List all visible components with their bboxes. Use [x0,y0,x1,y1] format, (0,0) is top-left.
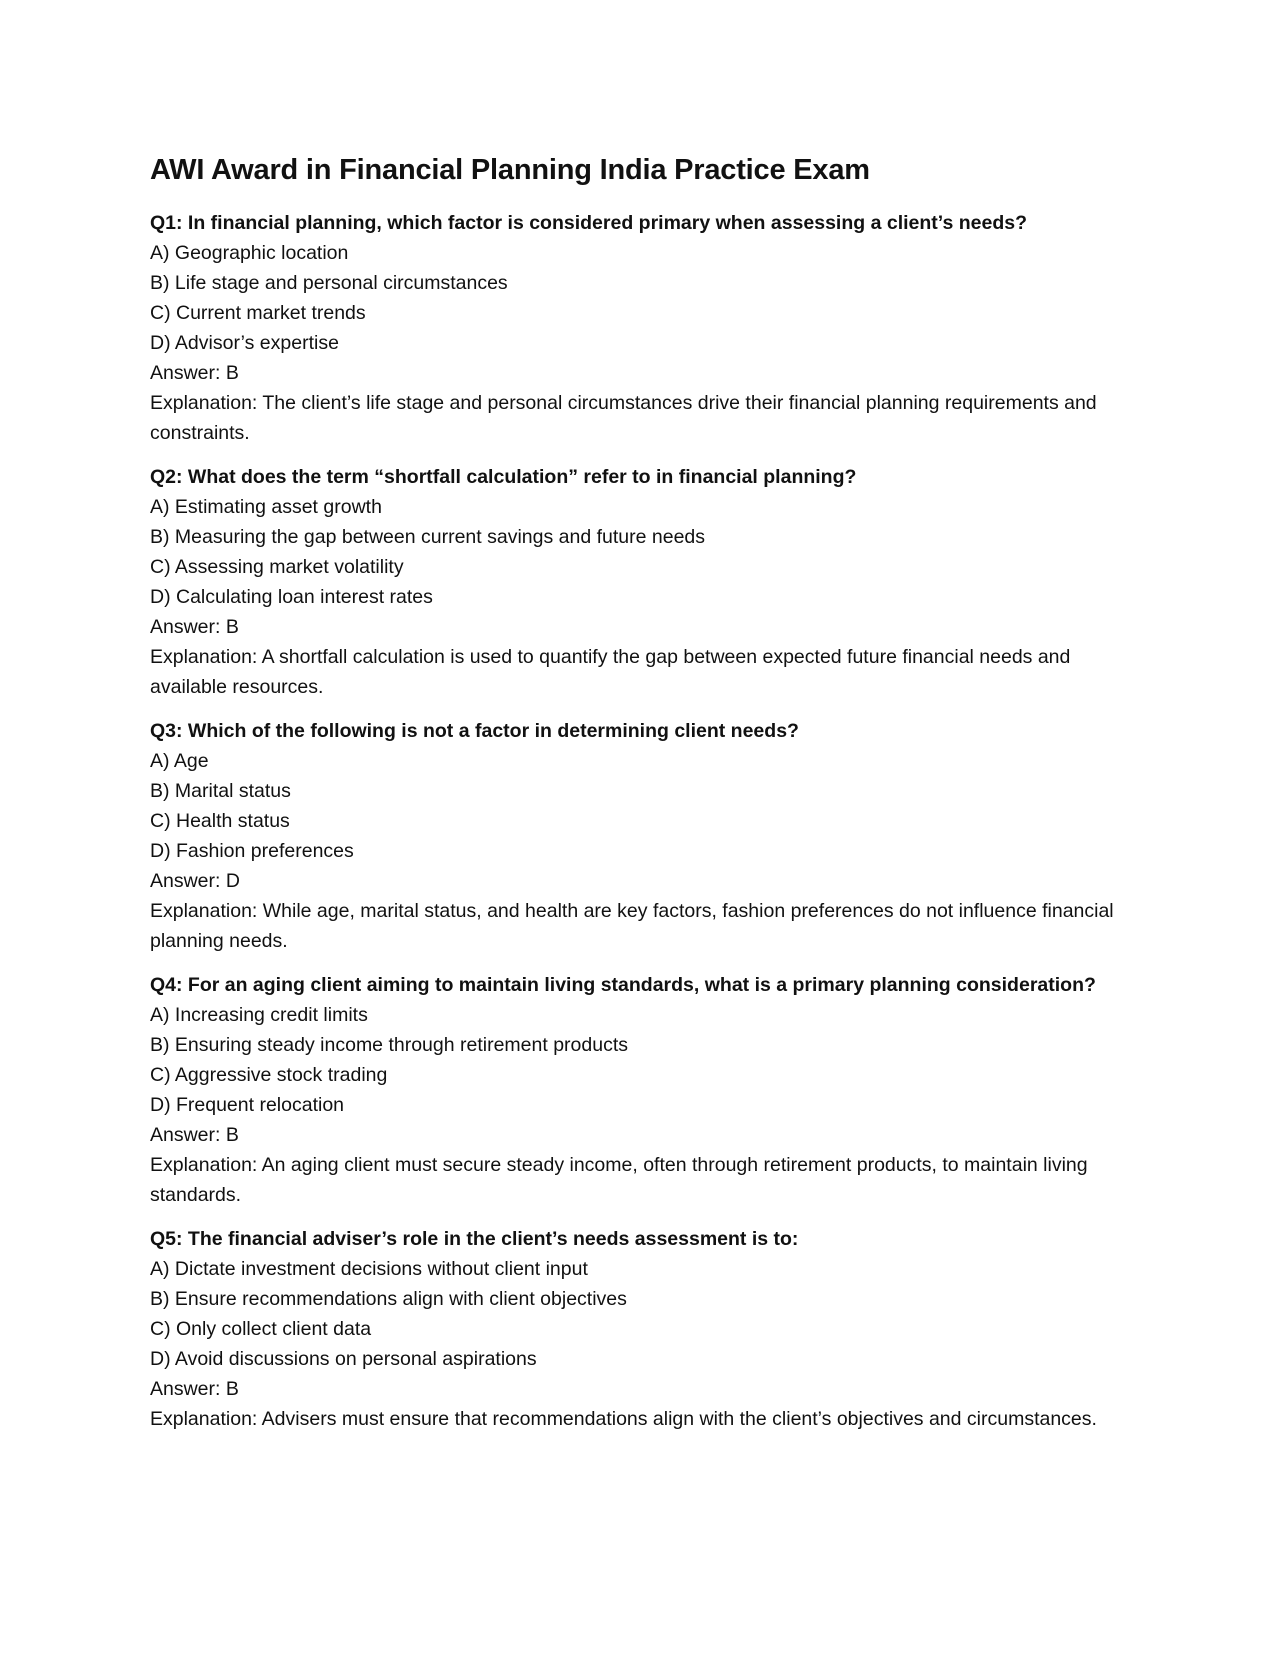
option-c: C) Current market trends [150,302,366,324]
answer-text: Answer: B [150,1124,239,1146]
question-text: Q2: What does the term “shortfall calculation” refer to in financial planning? [150,466,857,488]
document-page [150,152,1150,1448]
option-c: C) Only collect client data [150,1318,372,1340]
option-a: A) Dictate investment decisions without client input [150,1258,588,1280]
answer-text: Answer: B [150,616,239,638]
option-b: B) Life stage and personal circumstances [150,272,508,294]
question-block [150,1224,1150,1434]
option-c: C) Assessing market volatility [150,556,404,578]
option-d: D) Avoid discussions on personal aspirations [150,1348,537,1370]
explanation-text: Explanation: A shortfall calculation is used to quantify the gap between expected future financial needs and available resources. [150,646,1071,698]
question-block [150,716,1150,956]
option-d: D) Advisor’s expertise [150,332,339,354]
question-text: Q5: The financial adviser’s role in the client’s needs assessment is to: [150,1228,799,1250]
option-b: B) Marital status [150,780,291,802]
option-a: A) Age [150,750,209,772]
question-text: Q3: Which of the following is not a factor in determining client needs? [150,720,799,742]
option-d: D) Fashion preferences [150,840,354,862]
explanation-text: Explanation: The client’s life stage and personal circumstances drive their financial planning requirements and constraints. [150,392,1097,444]
question-text: Q4: For an aging client aiming to maintain living standards, what is a primary planning consideration? [150,974,1096,996]
option-c: C) Aggressive stock trading [150,1064,388,1086]
option-b: B) Measuring the gap between current savings and future needs [150,526,706,548]
question-block [150,970,1150,1210]
option-d: D) Frequent relocation [150,1094,345,1116]
answer-text: Answer: B [150,1378,239,1400]
option-d: D) Calculating loan interest rates [150,586,433,608]
option-a: A) Increasing credit limits [150,1004,368,1026]
page-title: AWI Award in Financial Planning India Practice Exam [150,154,870,186]
answer-text: Answer: D [150,870,240,892]
explanation-text: Explanation: While age, marital status, and health are key factors, fashion preferences do not influence financial planning needs. [150,900,1114,952]
option-a: A) Estimating asset growth [150,496,382,518]
explanation-text: Explanation: Advisers must ensure that recommendations align with the client’s objectives and circumstances. [150,1408,1097,1430]
question-block [150,208,1150,448]
answer-text: Answer: B [150,362,239,384]
option-b: B) Ensuring steady income through retirement products [150,1034,628,1056]
option-a: A) Geographic location [150,242,349,264]
question-block [150,462,1150,702]
option-b: B) Ensure recommendations align with client objectives [150,1288,627,1310]
explanation-text: Explanation: An aging client must secure steady income, often through retirement products, to maintain living standards. [150,1154,1088,1206]
question-text: Q1: In financial planning, which factor is considered primary when assessing a client’s needs? [150,212,1028,234]
option-c: C) Health status [150,810,290,832]
